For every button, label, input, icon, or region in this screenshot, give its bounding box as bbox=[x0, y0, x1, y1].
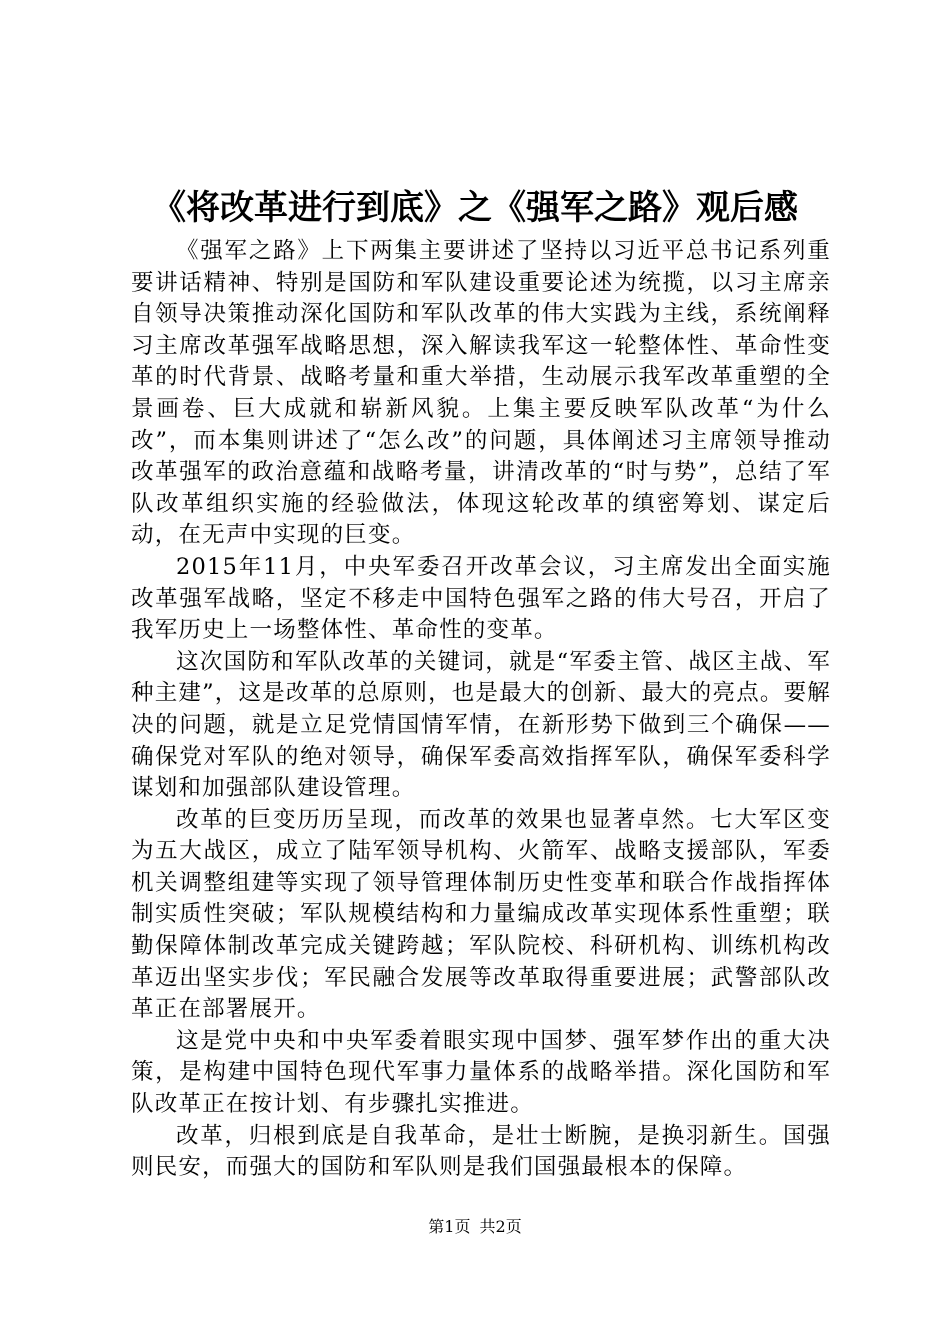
document-body bbox=[131, 236, 831, 1184]
paragraph-5: 这是党中央和中央军委着眼实现中国梦、强军梦作出的重大决策，是构建中国特色现代军事力量体系的战略举措。深化国防和军队改革正在按计划、有步骤扎实推进。 bbox=[131, 1027, 831, 1118]
paragraph-2: 2015年11月，中央军委召开改革会议，习主席发出全面实施改革强军战略，坚定不移走中国特色强军之路的伟大号召，开启了我军历史上一场整体性、革命性的变革。 bbox=[131, 553, 831, 644]
paragraph-4: 改革的巨变历历呈现，而改革的效果也显著卓然。七大军区变为五大战区，成立了陆军领导机构、火箭军、战略支援部队，军委机关调整组建等实现了领导管理体制历史性变革和联合作战指挥体制实质性突破；军队规模结构和力量编成改革实现体系性重塑；联勤保障体制改革完成关键跨越；军队院校、科研机构、训练机构改革迈出坚实步伐；军民融合发展等改革取得重要进展；武警部队改革正在部署展开。 bbox=[131, 806, 831, 1023]
paragraph-3: 这次国防和军队改革的关键词，就是“军委主管、战区主战、军种主建”，这是改革的总原则，也是最大的创新、最大的亮点。要解决的问题，就是立足党情国情军情，在新形势下做到三个确保——确保党对军队的绝对领导，确保军委高效指挥军队，确保军委科学谋划和加强部队建设管理。 bbox=[131, 648, 832, 802]
page-total: 共2页 bbox=[479, 1217, 522, 1236]
document-title: 《将改革进行到底》之《强军之路》观后感 bbox=[152, 188, 798, 228]
paragraph-6: 改革，归根到底是自我革命，是壮士断腕，是换羽新生。国强则民安，而强大的国防和军队则是我们国强最根本的保障。 bbox=[131, 1122, 831, 1181]
page-number: 第1页 bbox=[428, 1217, 471, 1236]
paragraph-1: 《强军之路》上下两集主要讲述了坚持以习近平总书记系列重要讲话精神、特别是国防和军队建设重要论述为统揽，以习主席亲自领导决策推动深化国防和军队改革的伟大实践为主线，系统阐释习主席改革强军战略思想，深入解读我军这一轮整体性、革命性变革的时代背景、战略考量和重大举措，生动展示我军改革重塑的全景画卷、巨大成就和崭新风貌。上集主要反映军队改革“为什么改”，而本集则讲述了“怎么改”的问题，具体阐述习主席领导推动改革强军的政治意蕴和战略考量，讲清改革的“时与势”，总结了军队改革组织实施的经验做法，体现这轮改革的缜密筹划、谋定后动，在无声中实现的巨变。 bbox=[131, 238, 831, 549]
page-footer bbox=[0, 1216, 950, 1238]
